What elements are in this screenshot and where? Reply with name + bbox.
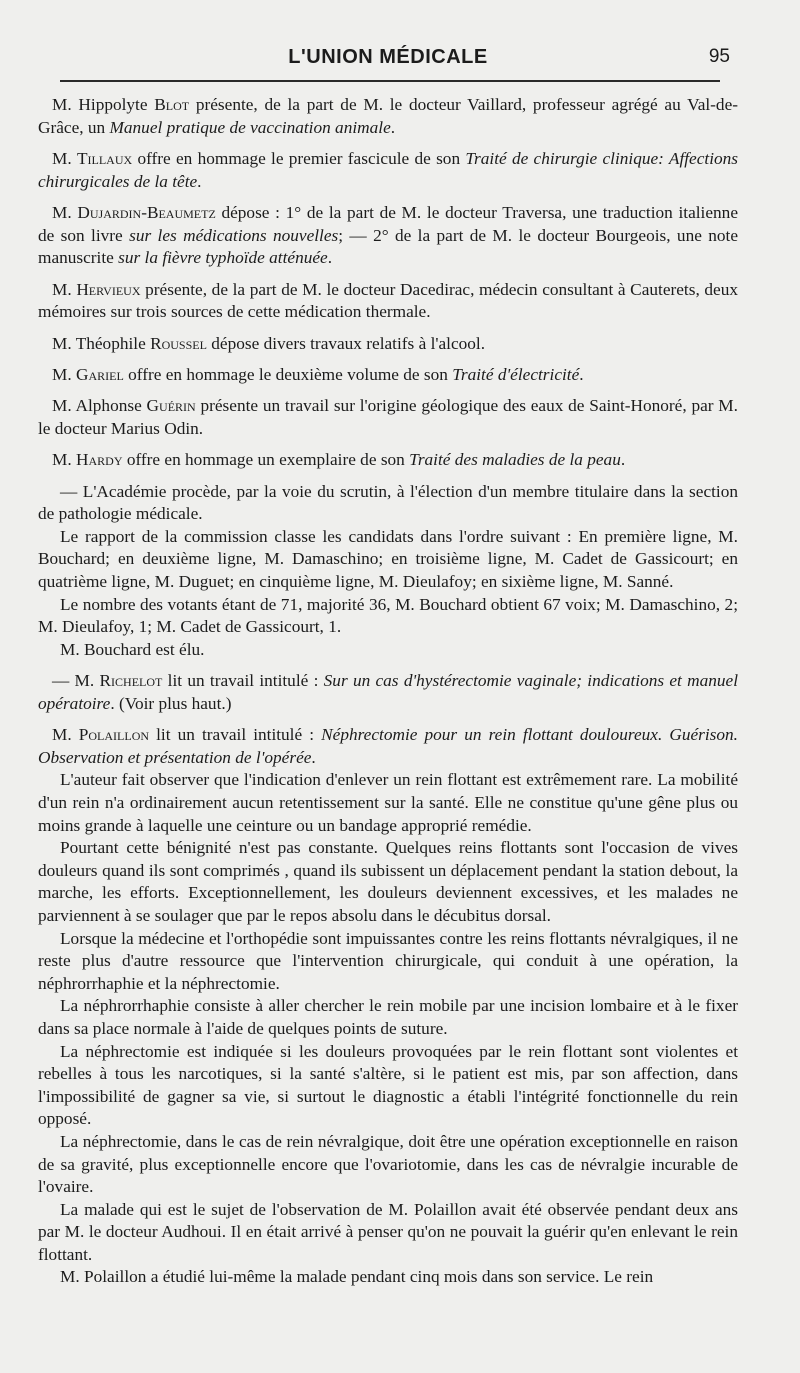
- body-paragraph: Lorsque la médecine et l'orthopédie sont impuissantes contre les reins flottants névralgiques, il ne reste plus d'autre ressource que l'intervention chirurgicale, qui conduit à une opération, la néphrorrhaphie et la néphrectomie.: [38, 928, 738, 993]
- author-name: Guérin: [146, 396, 196, 416]
- author-name: Tillaux: [76, 148, 133, 168]
- author-name: Richelot: [99, 671, 163, 691]
- book-title: Manuel pratique de vaccination animale: [109, 117, 391, 137]
- body-paragraph: La néphrectomie, dans le cas de rein névralgique, doit être une opération exceptionnelle en raison de sa gravité, plus exceptionnelle encore que l'ovariotomie, dans les cas de névralgie incurable de l'ovaire.: [38, 1131, 738, 1197]
- paragraph-roussel: M. Théophile Roussel dépose divers travaux relatifs à l'alcool.: [52, 333, 486, 353]
- author-name: Hervieux: [76, 279, 141, 299]
- paragraph-gariel: M. Gariel offre en hommage le deuxième volume de son Traité d'électricité.: [52, 364, 584, 384]
- election-intro: — L'Académie procède, par la voie du scrutin, à l'élection d'un membre titulaire dans la section de pathologie médicale.: [38, 481, 738, 524]
- body-paragraph: L'auteur fait observer que l'indication d'enlever un rein flottant est extrêmement rare. La mobilité d'un rein n'a ordinairement aucun retentissement sur la santé. Elle ne constitue qu'une gêne plus ou moins grande à laquelle une ceinture ou un bandage approprié remédie.: [38, 770, 738, 835]
- paragraph-guerin: M. Alphonse Guérin présente un travail sur l'origine géologique des eaux de Saint-Honoré, par M. le docteur Marius Odin.: [38, 396, 738, 438]
- body-paragraph: M. Polaillon a étudié lui-même la malade pendant cinq mois dans son service. Le rein: [60, 1267, 654, 1287]
- running-title: L'UNION MÉDICALE: [288, 46, 488, 68]
- author-name: Polaillon: [78, 725, 150, 745]
- book-title: Traité des maladies de la peau: [409, 450, 621, 470]
- author-name: Dujardin-Beaumetz: [77, 202, 216, 222]
- body-paragraph: Pourtant cette bénignité n'est pas constante. Quelques reins flottants sont l'occasion de vives douleurs quand ils sont comprimés , quand ils subissent un déplacement pendant la station debout, la marche, les efforts. Exceptionnellement, les douleurs deviennent excessives, et les malades ne parviennent à se soulager que par le repos absolu dans le décubitus dorsal.: [38, 838, 738, 925]
- header-rule: [60, 80, 720, 82]
- election-rapport: Le rapport de la commission classe les candidats dans l'ordre suivant : En première ligne, M. Bouchard; en deuxième ligne, M. Damaschino; en troisième ligne, M. Cadet de Gassicourt; en quatrième ligne, M. Duguet; en cinquième ligne, M. Dieulafoy; en sixième ligne, M. Sanné.: [38, 526, 738, 592]
- article-body: [38, 94, 738, 1289]
- book-title: sur les médications nouvelles: [129, 225, 339, 245]
- election-result: M. Bouchard est élu.: [60, 639, 205, 659]
- paragraph-hervieux: M. Hervieux présente, de la part de M. le docteur Dacedirac, médecin consultant à Cauterets, deux mémoires sur trois sources de cette médication thermale.: [38, 279, 738, 322]
- author-name: Blot: [154, 95, 190, 114]
- body-paragraph: La néphrorrhaphie consiste à aller chercher le rein mobile par une incision lombaire et à le fixer dans sa place normale à l'aide de quelques points de suture.: [38, 996, 738, 1038]
- author-name: Roussel: [150, 333, 207, 353]
- paragraph-dujardin: M. Dujardin-Beaumetz dépose : 1° de la part de M. le docteur Traversa, une traduction italienne de son livre sur les médications nouvelles; — 2° de la part de M. le docteur Bourgeois, une note manuscrite sur la fièvre typhoïde atténuée.: [38, 202, 738, 268]
- author-name: Hardy: [76, 450, 123, 470]
- author-name: Gariel: [76, 364, 124, 384]
- work-title: Sur un cas d'hystérectomie vaginale; indications et manuel opératoire: [38, 671, 739, 713]
- book-title: Traité de chirurgie clinique: Affections chirurgicales de la tête: [38, 148, 738, 191]
- paragraph-polaillon: M. Polaillon lit un travail intitulé : Néphrectomie pour un rein flottant douloureux. Guérison. Observation et présentation de l'opérée.: [38, 725, 738, 767]
- paragraph-tillaux: M. Tillaux offre en hommage le premier fascicule de son Traité de chirurgie clinique: Affections chirurgicales de la tête.: [38, 148, 738, 191]
- page-number: 95: [708, 46, 730, 67]
- page-header: [38, 42, 738, 76]
- book-title: Traité d'électricité: [452, 364, 580, 384]
- work-title: Néphrectomie pour un rein flottant douloureux. Guérison. Observation et présentation de l'opérée: [38, 725, 738, 767]
- body-paragraph: La malade qui est le sujet de l'observation de M. Polaillon avait été observée pendant deux ans par M. le docteur Audhoui. Il en était arrivé à penser qu'on ne pouvait la guérir qu'en enlevant le rein flottant.: [38, 1199, 738, 1264]
- paragraph-blot: M. Hippolyte Blot présente, de la part de M. le docteur Vaillard, professeur agrégé au Val-de-Grâce, un Manuel pratique de vaccination animale.: [38, 95, 738, 137]
- paragraph-hardy: M. Hardy offre en hommage un exemplaire de son Traité des maladies de la peau.: [52, 450, 626, 470]
- book-title: sur la fièvre typhoïde atténuée: [118, 248, 328, 268]
- body-paragraph: La néphrectomie est indiquée si les douleurs provoquées par le rein flottant sont violentes et rebelles à tous les narcotiques, si la santé s'altère, si le patient est mis, par son affection, dans l'impossibilité de gagner sa vie, si surtout le diagnostic a établi l'intégrité fonctionnelle du rein opposé.: [38, 1041, 738, 1129]
- election-votes: Le nombre des votants étant de 71, majorité 36, M. Bouchard obtient 67 voix; M. Damaschino, 2; M. Dieulafoy, 1; M. Cadet de Gassicourt, 1.: [38, 594, 738, 637]
- paragraph-richelot: — M. Richelot lit un travail intitulé : Sur un cas d'hystérectomie vaginale; indications et manuel opératoire. (Voir plus haut.): [38, 671, 739, 713]
